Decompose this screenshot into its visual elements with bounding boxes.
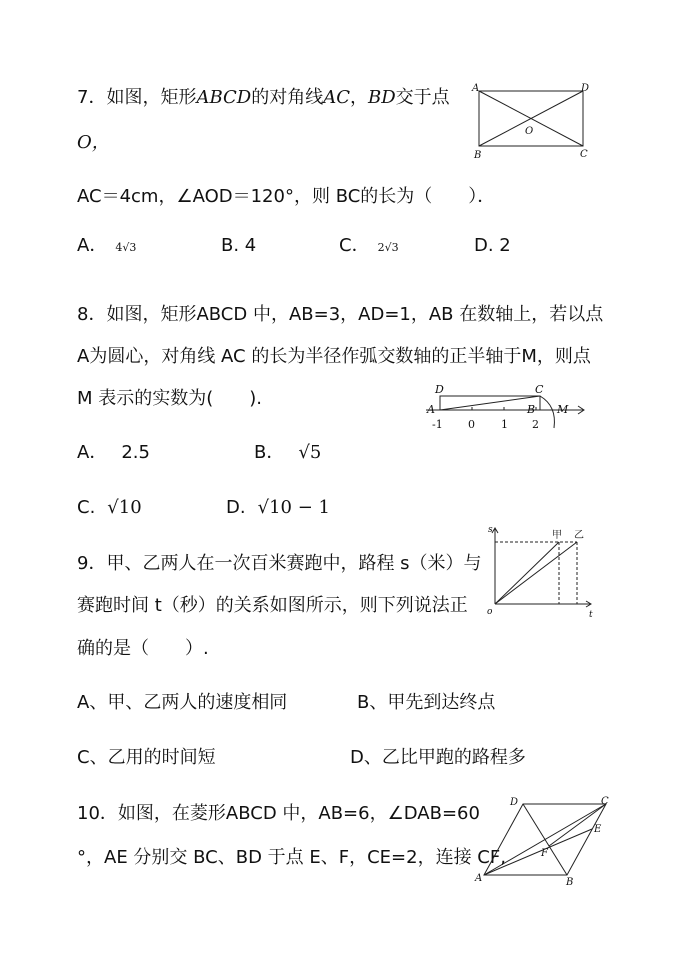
q9-option-d[interactable]: D、乙比甲跑的路程多: [350, 747, 526, 768]
svg-text:O: O: [525, 126, 534, 137]
svg-text:t: t: [589, 610, 593, 620]
svg-text:E: E: [594, 824, 602, 835]
q7-option-a[interactable]: A． 4√3: [77, 235, 137, 256]
q8-option-c[interactable]: C. √10: [77, 497, 142, 518]
q7-line2: O，: [77, 132, 110, 153]
q9-graph-figure: [485, 524, 595, 620]
q8-option-b[interactable]: B． √5: [254, 442, 322, 463]
q9-option-c[interactable]: C、乙用的时间短: [77, 747, 216, 768]
svg-text:B: B: [527, 403, 536, 416]
q7-option-b[interactable]: B. 4: [221, 235, 257, 256]
q8-option-d[interactable]: D. √10 − 1: [226, 497, 330, 518]
q8-line3: M 表示的实数为( ).: [77, 388, 263, 409]
svg-text:甲: 甲: [552, 530, 562, 541]
q10-line2: °，AE 分别交 BC、BD 于点 E、F，CE=2，连接 CF,: [77, 847, 506, 868]
svg-text:A: A: [472, 83, 480, 94]
q8-line1: 8．如图，矩形ABCD 中，AB=3，AD=1，AB 在数轴上，若以点: [77, 304, 604, 325]
svg-text:M: M: [557, 403, 569, 416]
q7-line3: AC＝4cm，∠AOD＝120°，则 BC的长为（ ）．: [77, 186, 496, 207]
q7-option-d[interactable]: D. 2: [474, 235, 511, 256]
q9-line2: 赛跑时间 t（秒）的关系如图所示，则下列说法正: [77, 595, 468, 616]
q7-option-c[interactable]: C． 2√3: [339, 235, 399, 256]
q7-rectangle-figure: [470, 82, 600, 160]
svg-text:F: F: [541, 848, 548, 859]
svg-text:B: B: [474, 150, 482, 161]
svg-text:0: 0: [468, 418, 475, 431]
svg-text:C: C: [535, 383, 544, 396]
q9-option-a[interactable]: A、甲、乙两人的速度相同: [77, 692, 288, 713]
q7-line1: 7．如图，矩形ABCD的对角线AC，BD交于点: [77, 87, 450, 108]
q10-rhombus-figure: [470, 795, 610, 887]
svg-text:s: s: [488, 525, 493, 535]
svg-text:D: D: [435, 383, 444, 396]
q9-line3: 确的是（ ）.: [77, 638, 209, 659]
svg-text:D: D: [581, 83, 590, 94]
q10-line1: 10．如图，在菱形ABCD 中，AB=6，∠DAB=60: [77, 803, 480, 824]
svg-text:o: o: [487, 607, 493, 617]
svg-text:A: A: [475, 873, 483, 884]
svg-text:2: 2: [532, 418, 539, 431]
q8-line2: A为圆心，对角线 AC 的长为半径作弧交数轴的正半轴于M，则点: [77, 346, 591, 367]
svg-text:B: B: [566, 877, 574, 888]
q9-line1: 9．甲、乙两人在一次百米赛跑中，路程 s（米）与: [77, 553, 482, 574]
svg-text:C: C: [580, 149, 588, 160]
q9-option-b[interactable]: B、甲先到达终点: [357, 692, 496, 713]
svg-text:1: 1: [501, 418, 508, 431]
q8-number-line-figure: [424, 380, 594, 436]
svg-text:-1: -1: [432, 418, 443, 431]
svg-text:D: D: [510, 797, 519, 808]
svg-text:乙: 乙: [574, 530, 584, 541]
svg-text:C: C: [601, 796, 609, 807]
svg-text:A: A: [427, 403, 435, 416]
q8-option-a[interactable]: A． 2.5: [77, 442, 150, 463]
